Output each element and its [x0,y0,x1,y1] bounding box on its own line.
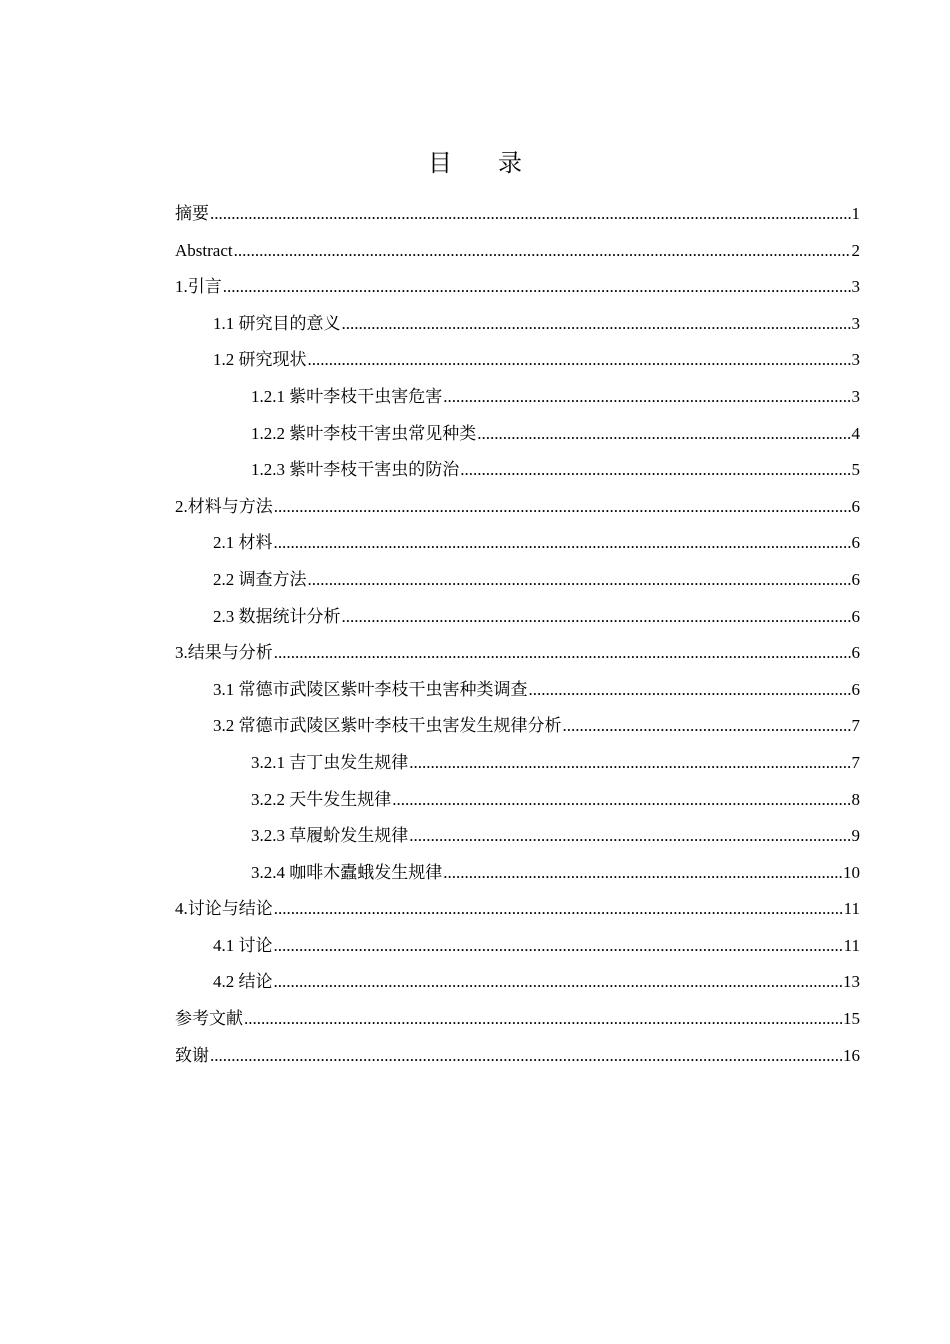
toc-entry[interactable] [175,525,860,562]
toc-entry[interactable] [175,708,860,745]
toc-entry-page-number: 6 [851,643,860,663]
toc-entry-page-number: 11 [843,899,860,919]
toc-entry[interactable] [175,782,860,819]
toc-entry-label: 4.2 结论 [213,972,273,992]
toc-entry[interactable] [175,635,860,672]
toc-entry[interactable] [175,379,860,416]
toc-entry-label: 摘要 [175,204,209,223]
toc-entry-label: 3.2.3 草履蚧发生规律 [251,826,409,846]
toc-entry[interactable] [175,562,860,599]
toc-entry-page-number: 15 [843,1009,860,1029]
toc-leader-dots [274,635,851,671]
toc-entry[interactable] [175,1038,860,1075]
toc-entry[interactable] [175,672,860,709]
toc-entry-page-number: 3 [851,350,860,370]
toc-entry[interactable] [175,342,860,379]
toc-leader-dots [342,599,851,635]
toc-entry[interactable] [175,196,860,233]
toc-entry-label: 3.2.1 吉丁虫发生规律 [251,752,409,772]
toc-entry[interactable] [175,855,860,892]
toc-entry-label: 4.讨论与结论 [175,899,273,919]
toc-entry[interactable] [175,306,860,343]
toc-entry[interactable] [175,891,860,928]
toc-entry-page-number: 5 [851,460,860,480]
toc-leader-dots [460,452,850,488]
toc-leader-dots [274,489,851,525]
toc-entry-label: 3.1 常德市武陵区紫叶李枝干虫害种类调查 [213,679,528,699]
toc-entry-label: 致谢 [175,1045,209,1065]
toc-entry-page-number: 3 [851,386,860,406]
toc-entry-label: 1.2.1 紫叶李枝干虫害危害 [251,386,443,406]
toc-entry[interactable] [175,233,860,270]
toc-entry-label: 3.结果与分析 [175,643,273,663]
toc-entry-page-number: 13 [843,972,860,992]
toc-entry-label: 2.3 数据统计分析 [213,606,341,626]
toc-entry-page-number: 6 [851,496,860,516]
toc-entry-label: 1.引言 [175,277,222,297]
toc-entry-label: 1.2.3 紫叶李枝干害虫的防治 [251,460,460,480]
toc-entry-page-number: 3 [851,313,860,333]
toc-entry-page-number: 4 [851,423,860,443]
toc-entry-page-number: 9 [851,826,860,846]
toc-entry-page-number: 6 [851,569,860,589]
toc-entry-label: 2.2 调查方法 [213,569,307,589]
toc-entry-page-number: 7 [851,716,860,736]
toc-list [175,196,860,1074]
toc-entry-page-number: 11 [843,935,860,955]
toc-leader-dots [210,1038,842,1074]
toc-leader-dots [223,269,851,305]
toc-entry-page-number: 10 [843,862,860,882]
toc-entry-page-number: 1 [851,204,860,223]
toc-entry-page-number: 6 [851,606,860,626]
toc-entry-page-number: 7 [851,752,860,772]
toc-entry-label: 2.材料与方法 [175,496,273,516]
toc-leader-dots [274,964,843,1000]
toc-leader-dots [274,891,843,927]
toc-leader-dots [443,379,850,415]
toc-leader-dots [274,525,851,561]
toc-entry-label: 2.1 材料 [213,533,273,553]
toc-leader-dots [409,818,850,854]
toc-entry-page-number: 6 [851,533,860,553]
toc-title: 目录 [428,149,568,177]
toc-entry[interactable] [175,745,860,782]
toc-entry[interactable] [175,1001,860,1038]
toc-entry[interactable] [175,452,860,489]
toc-entry-label: 3.2 常德市武陵区紫叶李枝干虫害发生规律分析 [213,716,562,736]
toc-entry[interactable] [175,964,860,1001]
toc-entry-label: 4.1 讨论 [213,935,273,955]
toc-leader-dots [308,562,851,598]
toc-entry-label: 3.2.4 咖啡木蠹蛾发生规律 [251,862,443,882]
toc-entry-page-number: 16 [843,1045,860,1065]
toc-entry-page-number: 8 [851,789,860,809]
toc-entry-page-number: 3 [851,277,860,297]
toc-leader-dots [244,1001,842,1037]
toc-entry[interactable] [175,818,860,855]
toc-entry-label: 1.1 研究目的意义 [213,313,341,333]
toc-leader-dots [392,782,850,818]
toc-leader-dots [409,745,850,781]
toc-leader-dots [210,196,851,232]
toc-entry-label: 参考文献 [175,1009,243,1029]
toc-leader-dots [234,233,851,269]
toc-entry[interactable] [175,599,860,636]
toc-entry[interactable] [175,928,860,965]
toc-entry[interactable] [175,269,860,306]
toc-entry-label: 3.2.2 天牛发生规律 [251,789,392,809]
toc-leader-dots [308,342,851,378]
toc-leader-dots [443,855,842,891]
toc-leader-dots [477,416,850,452]
toc-entry-label: 1.2.2 紫叶李枝干害虫常见种类 [251,423,477,443]
toc-leader-dots [274,928,843,964]
toc-entry[interactable] [175,416,860,453]
toc-entry-page-number: 2 [851,240,860,260]
toc-leader-dots [342,306,851,342]
toc-entry-page-number: 6 [851,679,860,699]
toc-leader-dots [563,708,851,744]
toc-leader-dots [529,672,851,708]
toc-entry-label: Abstract [175,240,233,260]
toc-entry-label: 1.2 研究现状 [213,350,307,370]
toc-entry[interactable] [175,489,860,526]
